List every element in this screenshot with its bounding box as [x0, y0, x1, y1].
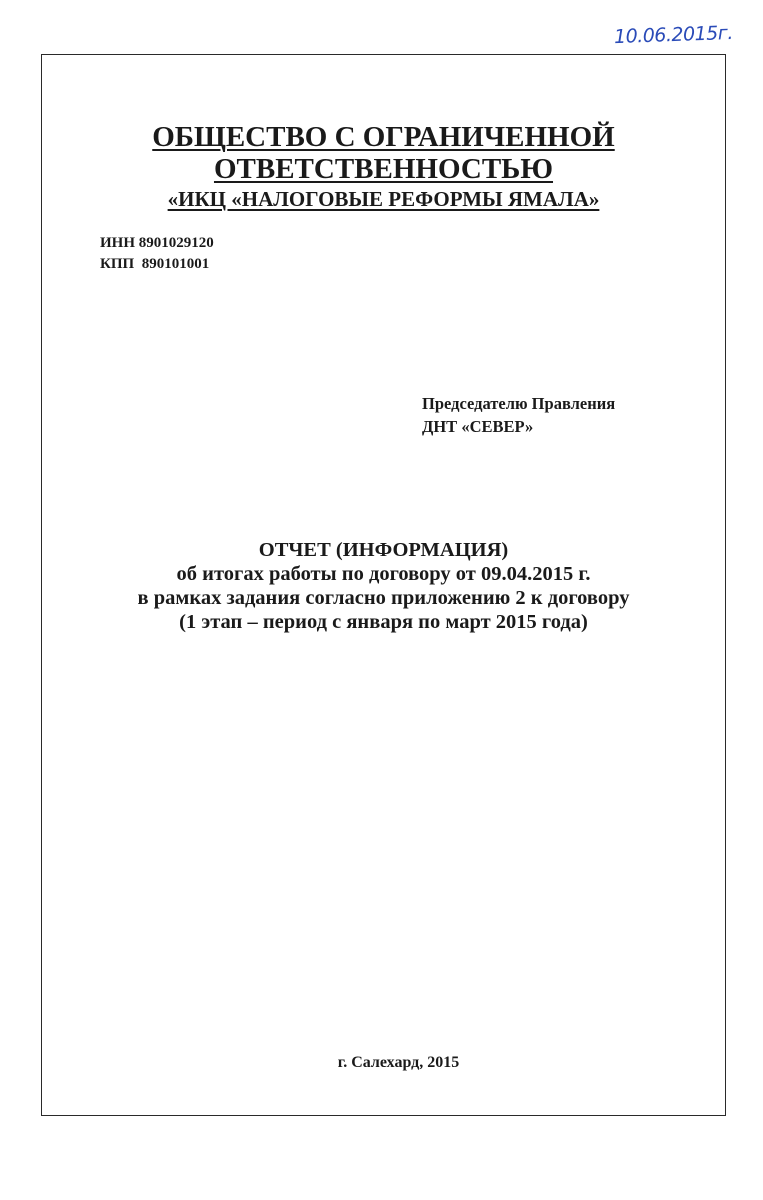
report-subtitle-task: в рамках задания согласно приложению 2 к договору — [137, 587, 630, 609]
report-subtitle-contract: об итогах работы по договору от 09.04.2015 г. — [176, 563, 591, 585]
inn-number: ИНН 8901029120 — [100, 235, 214, 251]
addressee-position: Председателю Правления — [422, 394, 616, 413]
place-and-year: г. Салехард, 2015 — [337, 1054, 460, 1071]
org-name-line1: ОБЩЕСТВО С ОГРАНИЧЕННОЙ — [152, 121, 615, 153]
document-frame — [41, 54, 726, 1116]
addressee-organization: ДНТ «СЕВЕР» — [422, 417, 534, 436]
kpp-number: КПП 890101001 — [100, 256, 210, 272]
report-title: ОТЧЕТ (ИНФОРМАЦИЯ) — [258, 539, 509, 561]
handwritten-date: 10.06.2015г. — [613, 21, 734, 49]
org-name-line2: ОТВЕТСТВЕННОСТЬЮ — [213, 153, 554, 185]
org-name-line3: «ИКЦ «НАЛОГОВЫЕ РЕФОРМЫ ЯМАЛА» — [167, 187, 600, 211]
report-subtitle-period: (1 этап – период с января по март 2015 года) — [179, 611, 588, 633]
